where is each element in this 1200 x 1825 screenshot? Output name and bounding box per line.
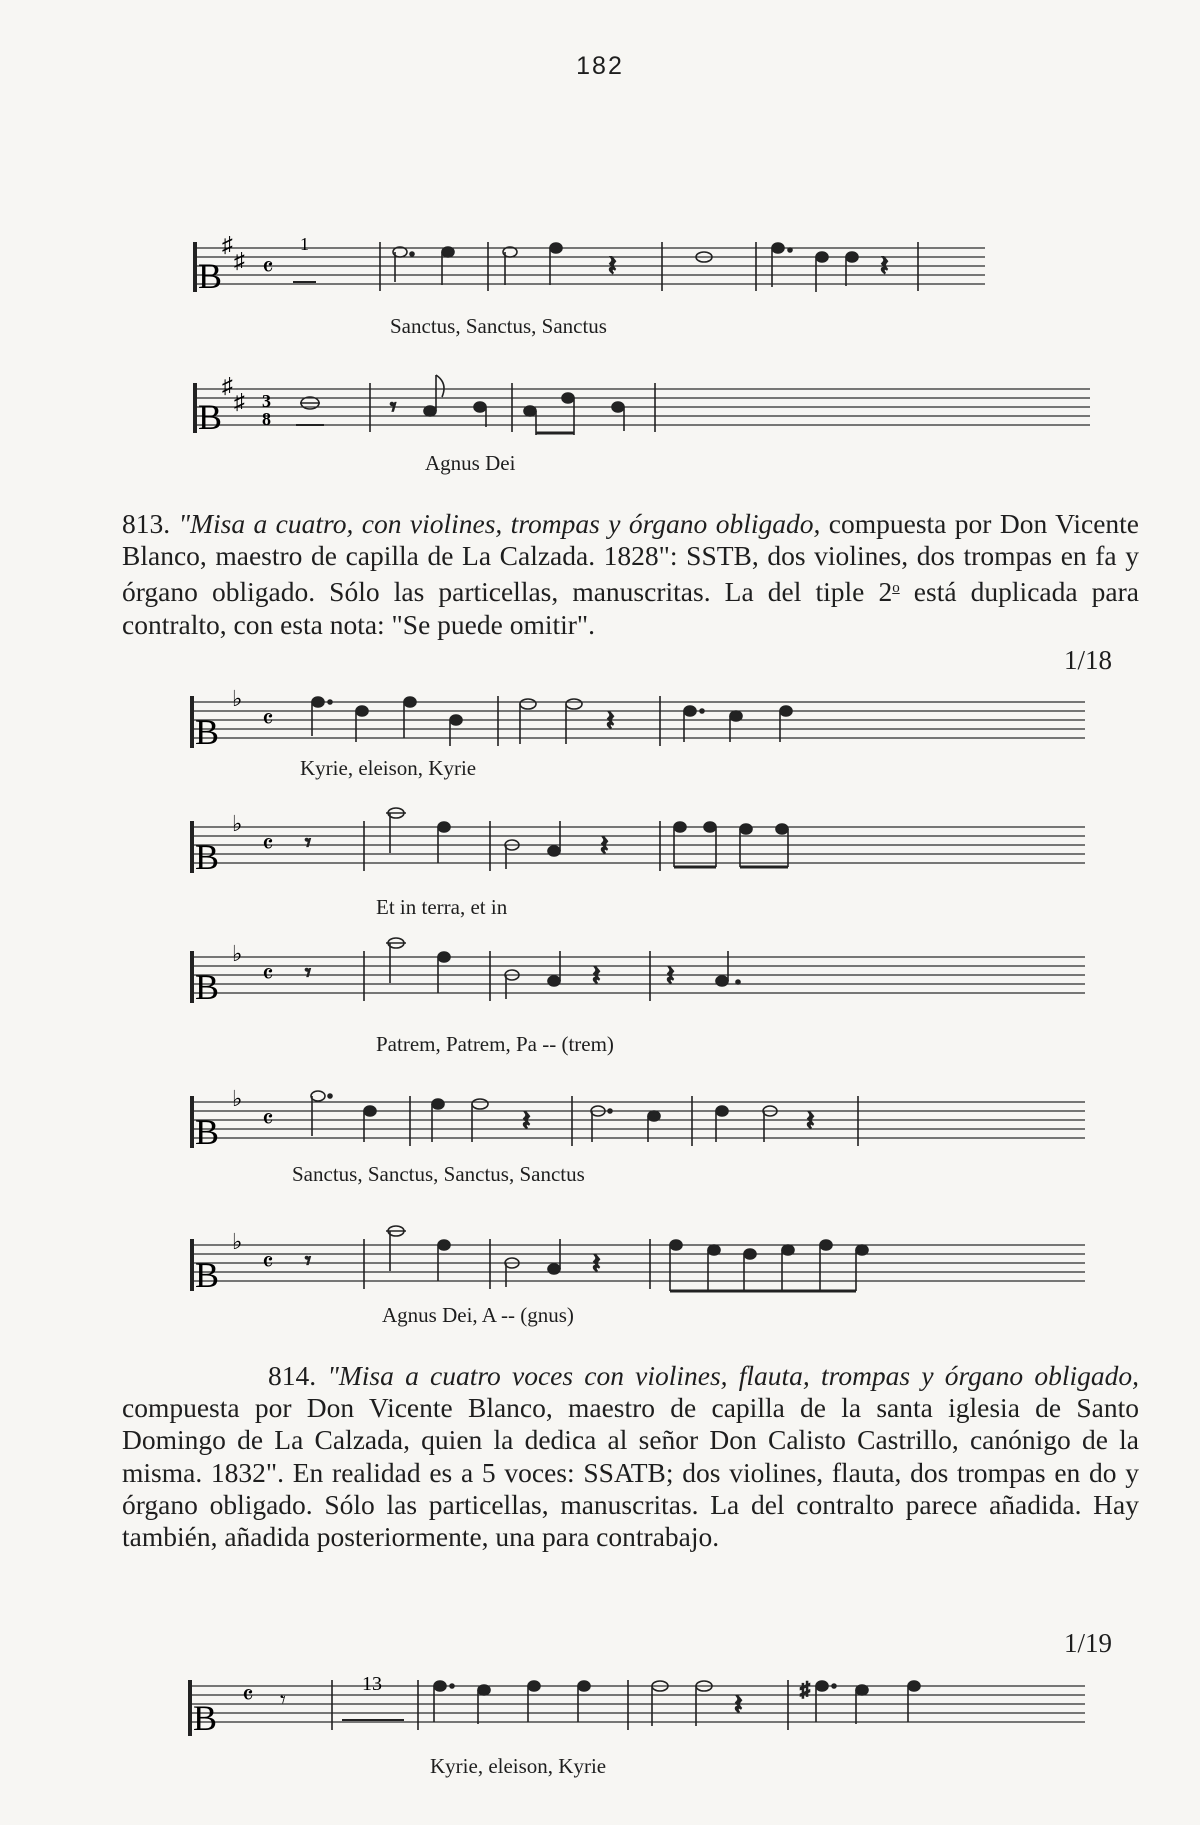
- flat-icon: ♭: [232, 1229, 243, 1254]
- entry-body: compuesta por Don Vicente Blanco, maestro de capilla de la santa iglesia de Santo Domingo de La Calzada, quien la dedica al señor Don Calisto Castrillo, canónigo de la misma. 1832". En realidad es a 5 voces: SSATB; dos violines, flauta, dos trompas en do y órgano obligado. Sólo las particellas, manuscritas. La del contralto parece añadida. Hay también, añadida posteriormente, una para contrabajo.: [122, 1392, 1139, 1553]
- svg-text:𝄽: 𝄽: [606, 706, 615, 737]
- common-time-icon: 𝄴: [262, 1105, 274, 1134]
- catalog-entry-813: [122, 508, 1139, 641]
- svg-text:B: B: [195, 1112, 220, 1152]
- c-clef-icon: [190, 1239, 219, 1295]
- music-incipit: [0, 935, 1200, 1056]
- entry-title: "Misa a cuatro, con violines, trompas y órgano obligado,: [178, 508, 821, 539]
- svg-text:𝄽: 𝄽: [666, 961, 675, 992]
- svg-text:𝄾: 𝄾: [390, 395, 397, 421]
- catalog-reference: 1/19: [1063, 1628, 1112, 1658]
- ordinal-indicator: o: [892, 580, 900, 597]
- measure-number: 13: [362, 1673, 382, 1695]
- entry-text: [122, 1360, 1139, 1553]
- music-staff: [0, 935, 1200, 1015]
- c-clef-icon: [193, 383, 222, 437]
- music-incipit: [0, 1662, 1200, 1782]
- entry-title: "Misa a cuatro voces con violines, flauta, trompas y órgano obligado,: [327, 1360, 1140, 1391]
- svg-text:𝄽: 𝄽: [600, 831, 609, 862]
- music-incipit: [0, 1080, 1200, 1195]
- music-incipit: [0, 1205, 1200, 1335]
- incipit-lyrics: Agnus Dei: [425, 451, 516, 475]
- svg-text:𝄽: 𝄽: [880, 251, 889, 282]
- c-clef-icon: [190, 1096, 219, 1152]
- svg-text:B: B: [195, 1255, 220, 1295]
- flat-icon: ♭: [232, 811, 243, 836]
- common-time-icon: 𝄴: [262, 253, 274, 282]
- music-incipit: [0, 220, 1200, 338]
- flat-icon: ♭: [232, 1086, 243, 1111]
- rest-icon: 𝄾: [280, 1687, 286, 1712]
- svg-text:𝄾: 𝄾: [305, 830, 311, 855]
- music-staff: [0, 220, 1200, 300]
- music-incipit: [0, 365, 1200, 475]
- svg-text:B: B: [198, 256, 223, 296]
- flat-icon: ♭: [232, 686, 243, 711]
- svg-text:𝄾: 𝄾: [305, 960, 311, 985]
- music-staff: [0, 1080, 1200, 1160]
- incipit-lyrics: Sanctus, Sanctus, Sanctus: [390, 314, 607, 338]
- svg-text:B: B: [198, 397, 223, 437]
- svg-text:𝄽: 𝄽: [734, 1690, 743, 1721]
- measure-number: 1: [300, 234, 309, 254]
- incipit-lyrics: Agnus Dei, A -- (gnus): [382, 1303, 574, 1327]
- entry-body-end: está duplicada para contralto, con esta nota: "Se puede omitir".: [122, 576, 1139, 640]
- catalog-entry-814: [122, 1360, 1139, 1553]
- svg-text:𝄽: 𝄽: [806, 1106, 815, 1137]
- notes-group: [305, 808, 788, 871]
- entry-text: [122, 508, 1139, 641]
- incipit-lyrics: Kyrie, eleison, Kyrie: [430, 1754, 607, 1778]
- svg-text:𝄽: 𝄽: [592, 961, 601, 992]
- incipit-lyrics: Sanctus, Sanctus, Sanctus, Sanctus: [292, 1162, 585, 1186]
- incipit-lyrics: Patrem, Patrem, Pa -- (trem): [376, 1032, 614, 1056]
- catalog-reference: 1/18: [1063, 645, 1112, 675]
- music-staff: [0, 365, 1200, 445]
- time-signature-bottom: 8: [262, 409, 271, 429]
- music-staff: [0, 1662, 1200, 1747]
- music-incipit: [0, 680, 1200, 790]
- entry-number: 814.: [268, 1360, 317, 1391]
- svg-text:𝄽: 𝄽: [522, 1106, 531, 1137]
- music-staff: [0, 680, 1200, 760]
- c-clef-icon: [190, 696, 219, 752]
- notes-group: [305, 938, 740, 1001]
- svg-text:B: B: [195, 837, 220, 877]
- common-time-icon: 𝄴: [262, 705, 274, 734]
- svg-text:B: B: [195, 967, 220, 1007]
- page-number: 182: [576, 52, 624, 80]
- flat-icon: ♭: [232, 941, 243, 966]
- svg-text:♯: ♯: [800, 1679, 810, 1701]
- c-clef-icon: [193, 242, 222, 296]
- entry-number: 813.: [122, 508, 171, 539]
- entry-body: compuesta por Don Vicente Blanco, maestro de capilla de La Calzada. 1828": SSTB, dos violines, dos trompas en fa y órgano obligado. Sólo las particellas, manuscritas. La del tiple 2: [122, 508, 1139, 608]
- sharp-icon: ♯: [222, 232, 233, 257]
- sharp-icon: ♯: [234, 248, 245, 273]
- common-time-icon: 𝄴: [262, 960, 274, 989]
- notes-group: [296, 375, 655, 435]
- music-incipit: [0, 805, 1200, 920]
- c-clef-icon: [188, 1680, 217, 1738]
- svg-text:𝄽: 𝄽: [608, 251, 617, 282]
- svg-text:B: B: [193, 1698, 218, 1738]
- incipit-lyrics: Et in terra, et in: [376, 895, 508, 919]
- svg-text:𝄽: 𝄽: [592, 1249, 601, 1280]
- common-time-icon: 𝄴: [262, 830, 274, 859]
- music-staff: [0, 1205, 1200, 1305]
- music-staff: [0, 805, 1200, 885]
- common-time-icon: 𝄴: [262, 1248, 274, 1277]
- common-time-icon: 𝄴: [242, 1681, 254, 1710]
- time-signature-top: 3: [262, 391, 271, 411]
- svg-text:𝄾: 𝄾: [305, 1248, 311, 1273]
- sharp-icon: ♯: [234, 389, 245, 414]
- svg-text:B: B: [195, 712, 220, 752]
- c-clef-icon: [190, 951, 219, 1007]
- sharp-icon: ♯: [222, 373, 233, 398]
- c-clef-icon: [190, 821, 219, 877]
- incipit-lyrics: Kyrie, eleison, Kyrie: [300, 756, 477, 780]
